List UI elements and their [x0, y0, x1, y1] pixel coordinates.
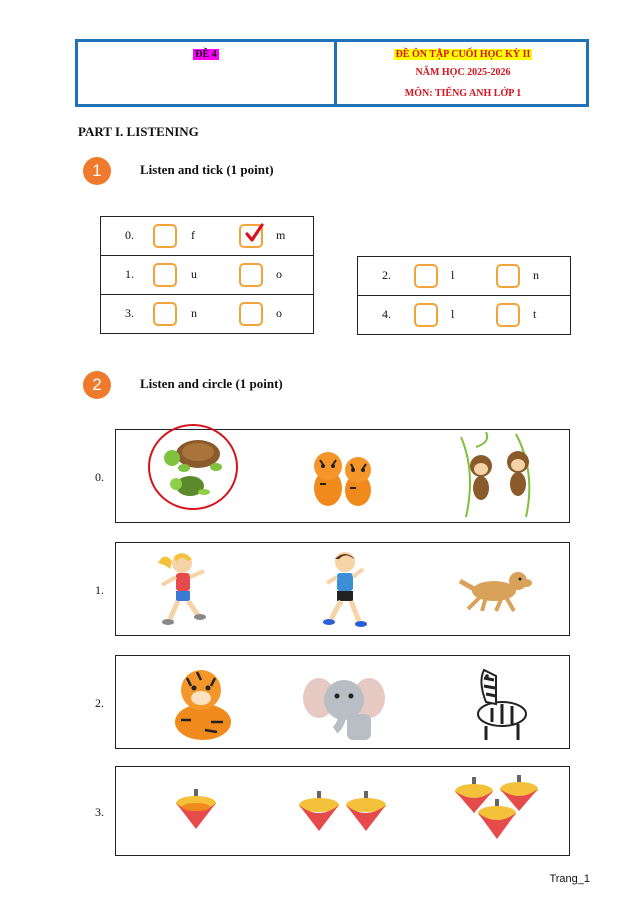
option-letter: o: [276, 306, 282, 320]
option-letter: n: [533, 268, 539, 282]
school-year: NĂM HỌC 2025-2026: [415, 67, 511, 78]
checkbox[interactable]: [496, 303, 520, 327]
running-boy-picture[interactable]: [321, 549, 371, 633]
picture-row-0: [115, 429, 570, 523]
checkbox[interactable]: [153, 263, 177, 287]
option-letter: t: [533, 307, 537, 321]
picture-row-2: [115, 655, 570, 749]
tick-table-left: [100, 216, 314, 334]
picture-row-1: [115, 542, 570, 636]
task2-number: 2: [83, 371, 111, 399]
item-number: 3.: [125, 306, 134, 320]
option-letter: l: [451, 268, 455, 282]
elephant-picture[interactable]: [301, 670, 386, 742]
row-number: 3.: [95, 805, 104, 819]
option-letter: f: [191, 228, 195, 242]
task1-number: 1: [83, 157, 111, 185]
item-number: 4.: [382, 307, 391, 321]
tick-item-2: [358, 257, 570, 295]
subject: MÔN: TIẾNG ANH LỚP 1: [404, 88, 522, 99]
tick-item-4: [358, 296, 570, 334]
task1-title: Listen and tick (1 point): [140, 162, 274, 177]
checkbox[interactable]: [496, 264, 520, 288]
part-title: PART I. LISTENING: [78, 124, 199, 139]
option-letter: m: [276, 228, 286, 242]
checkbox[interactable]: [414, 264, 438, 288]
checkbox[interactable]: [153, 224, 177, 248]
checkbox[interactable]: [153, 302, 177, 326]
one-spinning-top-picture[interactable]: [171, 785, 221, 835]
tick-item-1: [101, 256, 313, 294]
item-number: 1.: [125, 267, 134, 281]
row-number: 1.: [95, 583, 104, 597]
option-letter: l: [451, 307, 455, 321]
exam-title: ĐỀ ÔN TẬP CUỐI HỌC KỲ II: [395, 49, 531, 60]
checkbox-checked[interactable]: [239, 224, 263, 248]
task2-title: Listen and circle (1 point): [140, 376, 283, 391]
page-number: Trang_1: [549, 873, 590, 885]
two-spinning-tops-picture[interactable]: [296, 787, 391, 837]
item-number: 2.: [382, 268, 391, 282]
picture-row-3: [115, 766, 570, 856]
checkbox[interactable]: [414, 303, 438, 327]
turtles-picture[interactable]: [146, 422, 241, 512]
option-letter: o: [276, 267, 282, 281]
item-number: 0.: [125, 228, 134, 242]
three-spinning-tops-picture[interactable]: [451, 773, 546, 845]
zebra-picture[interactable]: [456, 664, 536, 744]
tick-item-0: [101, 217, 313, 255]
row-number: 2.: [95, 696, 104, 710]
monkeys-picture[interactable]: [456, 432, 541, 520]
row-number: 0.: [95, 470, 104, 484]
checkbox[interactable]: [239, 263, 263, 287]
option-letter: n: [191, 306, 197, 320]
exam-header: [75, 39, 589, 107]
checkbox[interactable]: [239, 302, 263, 326]
running-dog-picture[interactable]: [456, 565, 536, 615]
tigers-picture[interactable]: [306, 444, 381, 509]
check-icon: [242, 222, 266, 246]
tiger-picture[interactable]: [161, 664, 241, 744]
running-girl-picture[interactable]: [154, 549, 214, 631]
option-letter: u: [191, 267, 197, 281]
exam-code: ĐỀ 4: [195, 49, 217, 60]
tick-item-3: [101, 295, 313, 333]
tick-table-right: [357, 256, 571, 335]
